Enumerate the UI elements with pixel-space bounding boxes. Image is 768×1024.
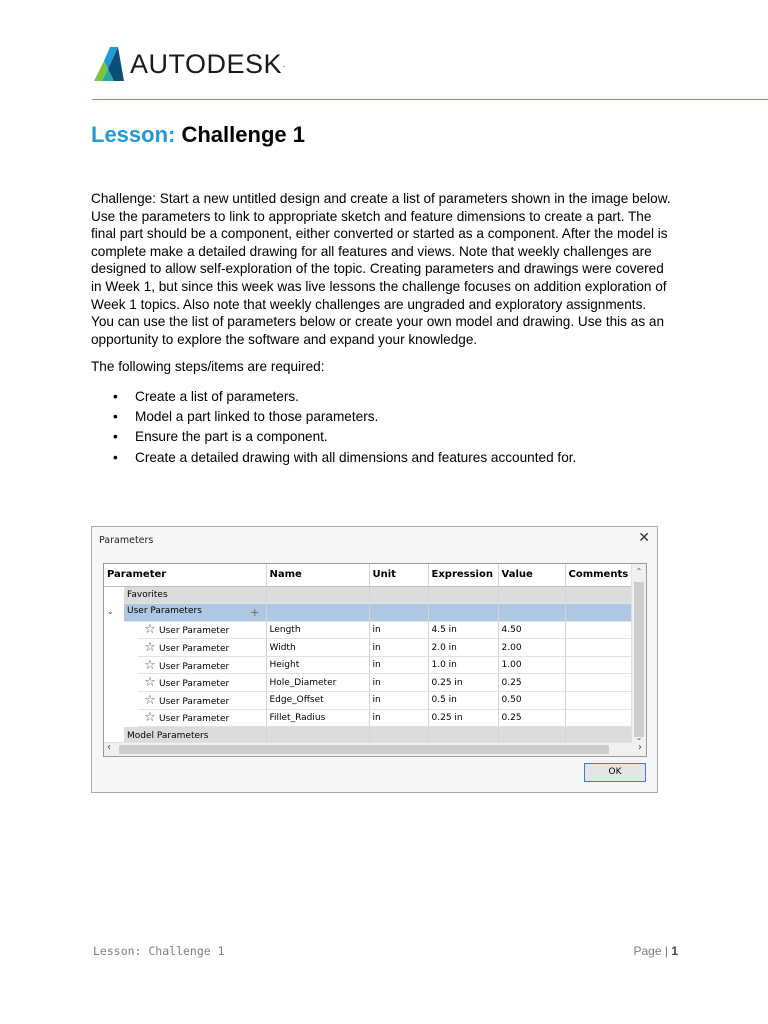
autodesk-logo-icon (92, 47, 124, 81)
parameter-value: 2.00 (498, 639, 565, 657)
parameters-dialog (91, 526, 658, 793)
horizontal-scroll-thumb[interactable] (119, 745, 609, 754)
parameter-name[interactable]: Length (266, 621, 369, 639)
parameter-name[interactable]: Fillet_Radius (266, 709, 369, 727)
parameter-type: User Parameter (159, 714, 230, 725)
favorites-row[interactable] (104, 586, 638, 604)
table-row[interactable] (104, 656, 638, 674)
close-icon[interactable]: ✕ (638, 530, 650, 546)
step-item: • Model a part linked to those parameters. (113, 407, 576, 427)
model-parameters-label: Model Parameters (124, 727, 266, 745)
chevron-down-icon[interactable]: ⌄ (107, 607, 114, 617)
parameter-comments[interactable] (565, 674, 638, 692)
column-header-unit[interactable]: Unit (369, 564, 428, 586)
parameter-comments[interactable] (565, 639, 638, 657)
step-item: • Create a list of parameters. (113, 387, 576, 407)
table-row[interactable] (104, 674, 638, 692)
parameter-expression[interactable]: 0.25 in (428, 709, 498, 727)
parameter-value: 0.25 (498, 709, 565, 727)
parameter-type: User Parameter (159, 644, 230, 655)
vertical-scroll-thumb[interactable] (634, 582, 644, 737)
parameter-expression[interactable]: 2.0 in (428, 639, 498, 657)
parameter-type: User Parameter (159, 696, 230, 707)
parameter-expression[interactable]: 0.25 in (428, 674, 498, 692)
parameter-unit[interactable]: in (369, 709, 428, 727)
chevron-down-icon[interactable]: ⌄ (635, 733, 643, 742)
column-header-value[interactable]: Value (498, 564, 565, 586)
table-row[interactable] (104, 621, 638, 639)
star-icon[interactable]: ☆ (144, 692, 156, 708)
title-prefix: Lesson: (91, 122, 176, 147)
parameter-comments[interactable] (565, 709, 638, 727)
page-title (91, 122, 305, 148)
parameter-expression[interactable]: 0.5 in (428, 692, 498, 710)
ok-button[interactable]: OK (584, 763, 646, 782)
parameter-comments[interactable] (565, 656, 638, 674)
star-icon[interactable]: ☆ (144, 622, 156, 638)
parameter-value: 0.25 (498, 674, 565, 692)
challenge-description: Challenge: Start a new untitled design and create a list of parameters shown in the image below. Use the parameters to link to appropriate sketch and feature dimensions to create a part. The final part should be a component, either converted or started as a component. After the model is complete make a detailed drawing for all features and views. Note that weekly challenges are designed to allow self-exploration of the topic. Creating parameters and drawings were covered in Week 1, but since this week was live lessons the challenge focuses on addition exploration of Week 1 topics. Also note that weekly challenges are ungraded and exploratory assignments. You can use the list of parameters below or create your own model and drawing. Use this as an opportunity to explore the software and expand your knowledge. (91, 191, 671, 347)
table-row[interactable] (104, 639, 638, 657)
parameter-unit[interactable]: in (369, 674, 428, 692)
page-label: Page | (633, 944, 668, 958)
step-item: • Create a detailed drawing with all dimensions and features accounted for. (113, 448, 576, 468)
favorites-label: Favorites (124, 586, 266, 604)
parameter-value: 0.50 (498, 692, 565, 710)
table-header (104, 564, 638, 586)
parameter-unit[interactable]: in (369, 621, 428, 639)
parameter-expression[interactable]: 1.0 in (428, 656, 498, 674)
parameter-type: User Parameter (159, 626, 230, 637)
chevron-right-icon[interactable]: › (638, 742, 642, 753)
title-name: Challenge 1 (181, 122, 305, 147)
parameter-name[interactable]: Height (266, 656, 369, 674)
dialog-title: Parameters (99, 535, 154, 546)
parameter-unit[interactable]: in (369, 656, 428, 674)
header-rule (92, 99, 768, 100)
parameter-expression[interactable]: 4.5 in (428, 621, 498, 639)
chevron-left-icon[interactable]: ‹ (107, 742, 111, 753)
star-icon[interactable]: ☆ (144, 710, 156, 726)
parameters-grid (103, 563, 647, 757)
autodesk-logo (92, 46, 285, 82)
step-item: • Ensure the part is a component. (113, 427, 576, 447)
horizontal-scrollbar[interactable] (104, 742, 642, 756)
autodesk-wordmark: AUTODESK (130, 48, 283, 79)
user-parameters-label: User Parameters (127, 605, 202, 616)
parameter-name[interactable]: Hole_Diameter (266, 674, 369, 692)
star-icon[interactable]: ☆ (144, 675, 156, 691)
parameter-name[interactable]: Width (266, 639, 369, 657)
column-header-expression[interactable]: Expression (428, 564, 498, 586)
footer-page (633, 944, 678, 958)
parameter-value: 1.00 (498, 656, 565, 674)
parameter-unit[interactable]: in (369, 692, 428, 710)
column-header-parameter[interactable]: Parameter (104, 564, 266, 586)
star-icon[interactable]: ☆ (144, 657, 156, 673)
parameter-comments[interactable] (565, 621, 638, 639)
parameter-type: User Parameter (159, 679, 230, 690)
steps-intro: The following steps/items are required: (91, 359, 325, 374)
logo-mark: . (283, 59, 286, 69)
column-header-comments[interactable]: Comments (565, 564, 638, 586)
parameter-name[interactable]: Edge_Offset (266, 692, 369, 710)
parameter-value: 4.50 (498, 621, 565, 639)
user-parameters-row[interactable] (104, 604, 638, 622)
chevron-up-icon[interactable]: ⌃ (635, 567, 643, 576)
steps-list (113, 387, 576, 468)
column-header-name[interactable]: Name (266, 564, 369, 586)
vertical-scrollbar[interactable] (631, 564, 646, 756)
star-icon[interactable]: ☆ (144, 640, 156, 656)
parameter-comments[interactable] (565, 692, 638, 710)
add-parameter-icon[interactable]: + (250, 605, 260, 619)
parameter-unit[interactable]: in (369, 639, 428, 657)
table-row[interactable] (104, 692, 638, 710)
table-row[interactable] (104, 709, 638, 727)
parameter-type: User Parameter (159, 661, 230, 672)
footer-lesson: Lesson: Challenge 1 (93, 944, 225, 958)
parameters-table (104, 564, 639, 745)
page-number: 1 (671, 944, 678, 958)
